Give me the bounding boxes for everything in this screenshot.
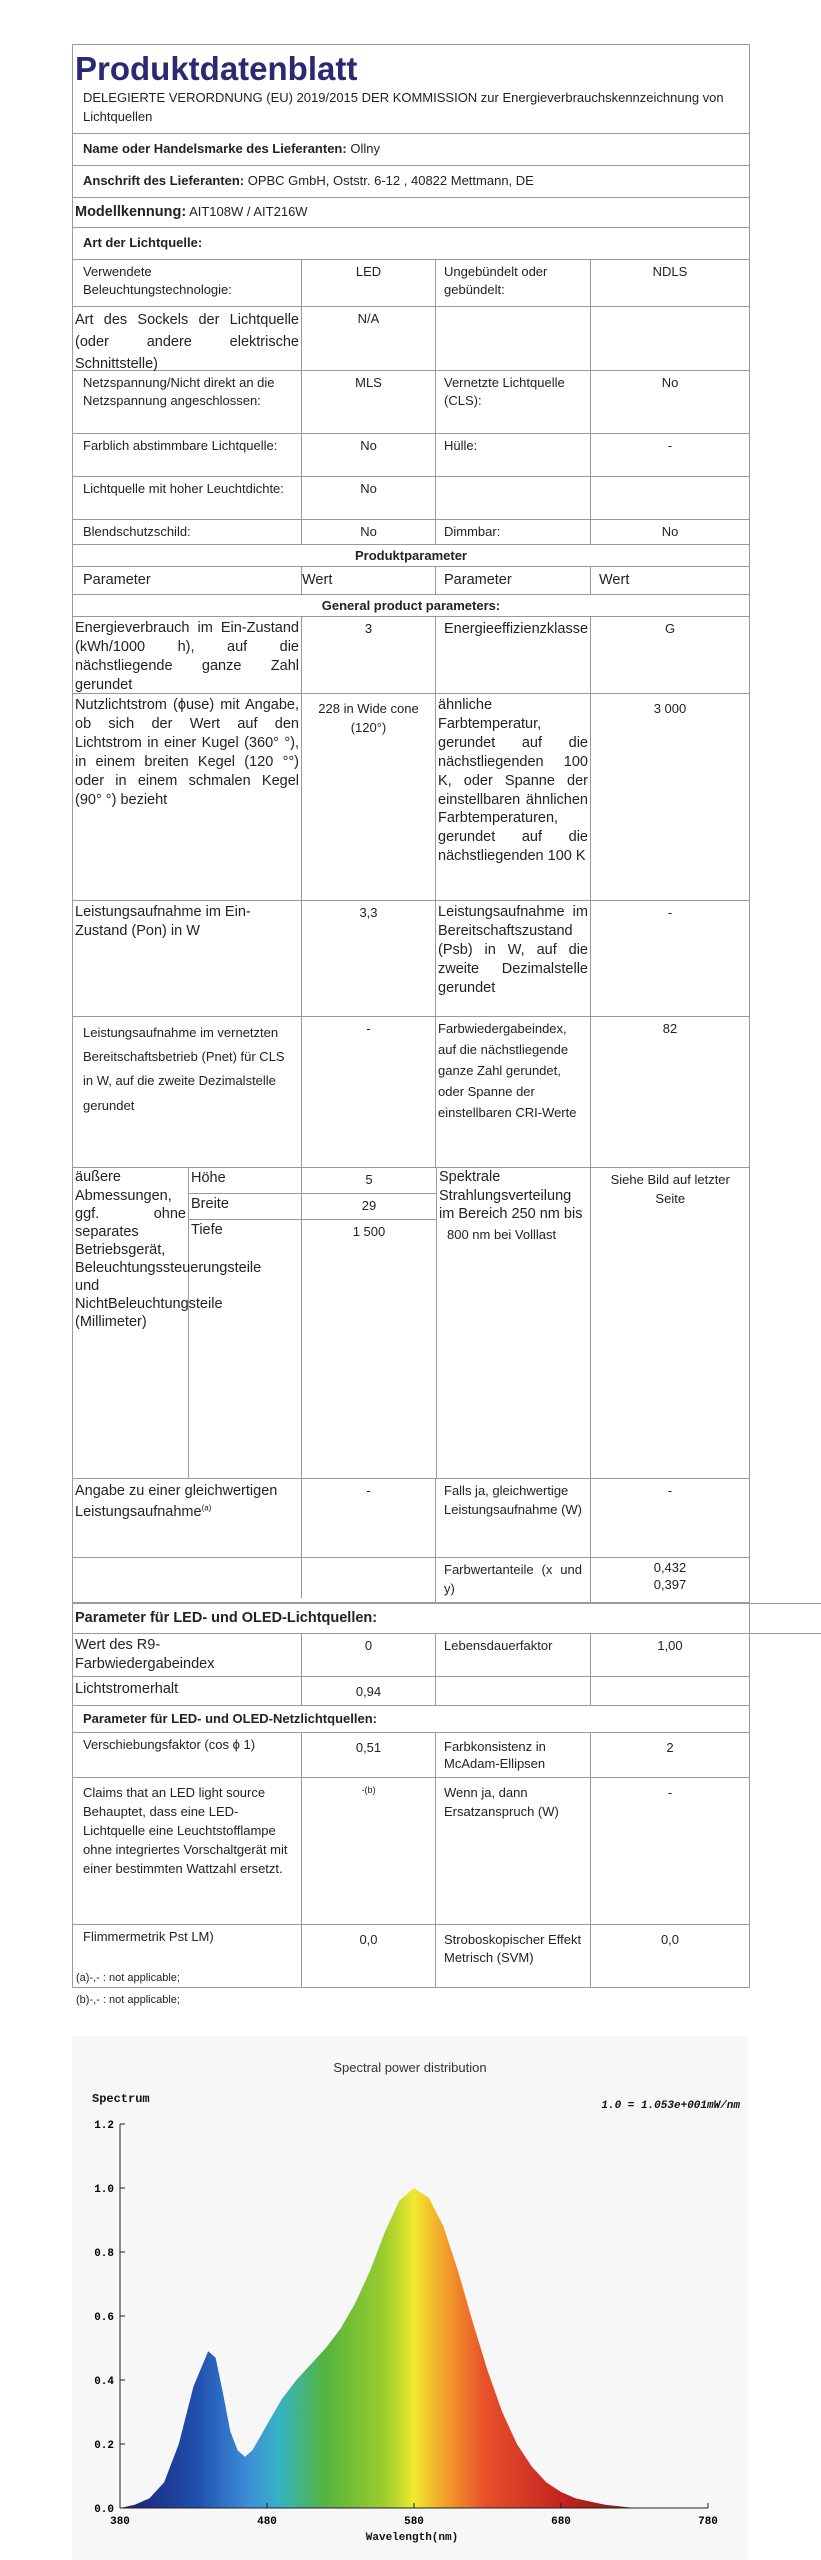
row-value-2: No xyxy=(661,374,679,390)
row-label-2: Wenn ja, dann Ersatzanspruch (W) xyxy=(436,1778,591,1924)
depth-label: Tiefe xyxy=(189,1220,302,1478)
row-label: Leistungsaufnahme im vernetzten Bereitschaftsbetrieb (Pnet) für CLS in W, auf die zweite Dezimalstelle gerundet xyxy=(73,1017,302,1167)
table-row xyxy=(73,520,749,546)
table-row xyxy=(73,307,749,371)
row-value-2: - xyxy=(667,905,673,921)
light-source-type-label: Art der Lichtquelle: xyxy=(83,234,203,250)
row-value: No xyxy=(302,434,436,476)
row-label: Blendschutzschild: xyxy=(73,520,302,545)
height-label: Höhe xyxy=(189,1168,302,1193)
chart-annotation: 1.0 = 1.053e+001mW/nm xyxy=(601,2100,740,2112)
table-row xyxy=(73,1778,749,1925)
address-row xyxy=(73,166,749,198)
product-params-heading: Produktparameter xyxy=(73,545,749,567)
row-value: - xyxy=(302,1017,436,1167)
row-label: Claims that an LED light source Behauptet, dass eine LED-Lichtquelle eine Leuchtstofflampe ohne integriertes Vorschaltgerät mit einer bestimmten Wattzahl ersetzt. xyxy=(73,1778,302,1924)
row-label: Wert des R9-Farbwiedergabeindex xyxy=(73,1634,302,1676)
row-label-2 xyxy=(436,1677,591,1705)
row-label-2: Leistungsaufnahme im Bereitschaftszustand (Psb) in W, auf die zweite Dezimalstelle gerundet xyxy=(436,901,591,1016)
header-value-2: Wert xyxy=(599,572,630,589)
table-row xyxy=(73,1634,749,1677)
table-row xyxy=(73,694,749,901)
x-tick-label: 580 xyxy=(404,2516,424,2528)
chromaticity-y: 0,397 xyxy=(653,1577,687,1593)
row-value-2: - xyxy=(667,1483,673,1499)
row-label: Art des Sockels der Lichtquelle (oder andere elektrische Schnittstelle) xyxy=(73,307,302,370)
spectral-note: 800 nm bei Volllast xyxy=(447,1226,557,1242)
x-tick-label: 680 xyxy=(551,2516,571,2528)
row-value: MLS xyxy=(302,371,436,433)
chart-title: Spectral power distribution xyxy=(333,2060,487,2075)
row-value-2: NDLS xyxy=(652,263,688,279)
x-tick-label: 480 xyxy=(257,2516,277,2528)
footnote-ref: (a) xyxy=(201,1503,212,1513)
led-net-params-heading: Parameter für LED- und OLED-Netzlichtquellen: xyxy=(83,1710,377,1726)
footnotes xyxy=(72,1968,184,2011)
table-row xyxy=(73,1558,749,1603)
spectral-label: Spektrale Strahlungsverteilung im Bereich 250 nm bis xyxy=(439,1169,583,1222)
row-value: 0,0 xyxy=(302,1925,436,1987)
row-label-2: Falls ja, gleichwertige Leistungsaufnahme (W) xyxy=(436,1479,591,1557)
row-value-2 xyxy=(591,1677,749,1705)
row-value-2: 82 xyxy=(662,1021,678,1037)
table-row xyxy=(73,1677,749,1706)
table-row xyxy=(73,1733,749,1778)
row-value: LED xyxy=(302,260,436,306)
row-label-2: ähnliche Farbtemperatur, gerundet auf die nächstliegenden 100 K, oder Spanne der einstellbaren ähnlichen Farbtemperaturen, gerundet auf die nächstliegenden 100 K xyxy=(436,694,591,900)
page-title: Produktdatenblatt xyxy=(75,50,358,87)
row-value: 228 in Wide cone (120°) xyxy=(302,694,436,900)
row-value-2 xyxy=(591,477,749,519)
supplier-label: Name oder Handelsmarke des Lieferanten: xyxy=(83,140,347,156)
row-label-2: Farbkonsistenz in McAdam-Ellipsen xyxy=(436,1733,591,1777)
row-value: - xyxy=(302,1479,436,1557)
y-tick-label: 0.2 xyxy=(94,2440,114,2452)
address-value: OPBC GmbH, Oststr. 6-12 , 40822 Mettmann, DE xyxy=(247,172,534,188)
table-row xyxy=(73,260,749,307)
row-value: 0,51 xyxy=(302,1733,436,1777)
x-axis-label: Wavelength(nm) xyxy=(365,2532,459,2544)
row-value-2: - xyxy=(667,1785,673,1801)
model-label: Modellkennung: xyxy=(75,203,187,220)
supplier-row xyxy=(73,134,749,166)
light-source-type-row xyxy=(73,228,749,260)
row-value: No xyxy=(302,477,436,519)
row-label: Energieverbrauch im Ein-Zustand (kWh/1000 h), auf die nächstliegende ganze Zahl gerundet xyxy=(73,617,302,693)
row-label: Lichtstromerhalt xyxy=(73,1677,302,1705)
chromaticity-x: 0,432 xyxy=(653,1560,687,1576)
row-value-2: 1,00 xyxy=(657,1638,683,1654)
footnote-b: (b)-,- : not applicable; xyxy=(76,1993,180,2006)
row-label-2: Lebensdauerfaktor xyxy=(436,1634,591,1676)
row-value: No xyxy=(302,520,436,545)
row-label-2: Ungebündelt oder gebündelt: xyxy=(436,260,591,306)
address-label: Anschrift des Lieferanten: xyxy=(83,172,245,188)
row-label-2: Farbwiedergabeindex, auf die nächstliegende ganze Zahl gerundet, oder Spanne der einstellbaren CRI-Werte xyxy=(436,1017,591,1167)
spectrum-area xyxy=(120,2188,708,2508)
row-label: Verschiebungsfaktor (cos ϕ 1) xyxy=(73,1733,302,1777)
table-row xyxy=(73,1017,749,1168)
footnote-a: (a)-,- : not applicable; xyxy=(76,1972,180,1984)
x-tick-label: 380 xyxy=(110,2516,130,2528)
row-value: 0 xyxy=(302,1634,436,1676)
led-params-row xyxy=(73,1603,821,1634)
spectral-value: Siehe Bild auf letzter Seite xyxy=(610,1172,730,1207)
spectral-cell xyxy=(437,1168,591,1478)
row-label-2 xyxy=(436,477,591,519)
spectrum-svg xyxy=(72,2036,748,2560)
y-tick-label: 0.0 xyxy=(94,2504,114,2516)
row-label-2 xyxy=(436,307,591,370)
y-tick-label: 1.0 xyxy=(94,2184,114,2196)
y-axis-label: Spectrum xyxy=(92,2092,150,2106)
row-label: Netzspannung/Nicht direkt an die Netzspannung angeschlossen: xyxy=(73,371,302,433)
row-value: -(b) xyxy=(302,1778,436,1924)
header-param-2: Parameter xyxy=(436,567,591,594)
x-tick-label: 780 xyxy=(698,2516,718,2528)
chromaticity-label: Farbwertanteile (x und y) xyxy=(436,1558,591,1602)
model-value: AIT108W / AIT216W xyxy=(189,203,308,219)
width-value: 29 xyxy=(361,1198,377,1214)
row-label: Farblich abstimmbare Lichtquelle: xyxy=(73,434,302,476)
y-tick-label: 0.8 xyxy=(94,2248,114,2260)
row-value-2: 2 xyxy=(666,1740,674,1756)
y-tick-label: 0.4 xyxy=(94,2376,114,2388)
row-label-2: Stroboskopischer Effekt Metrisch (SVM) xyxy=(436,1925,591,1987)
datasheet xyxy=(72,44,750,1988)
row-label: Flimmermetrik Pst LM) xyxy=(73,1925,302,1987)
row-value: 3,3 xyxy=(302,901,436,1016)
row-value-2 xyxy=(591,307,749,370)
row-label: Leistungsaufnahme im Ein-Zustand (Pon) in W xyxy=(73,901,302,1016)
header-param: Parameter xyxy=(73,567,302,594)
row-value: 3 xyxy=(302,617,436,693)
depth-value: 1 500 xyxy=(352,1224,386,1240)
table-row xyxy=(73,434,749,477)
y-tick-label: 0.6 xyxy=(94,2312,114,2324)
dimensions-values xyxy=(189,1168,437,1478)
row-value-2: 0,0 xyxy=(660,1932,680,1948)
row-value-2: 3 000 xyxy=(653,701,687,717)
spectral-chart xyxy=(72,2036,748,2560)
y-tick-label: 1.2 xyxy=(94,2120,114,2132)
supplier-value: Ollny xyxy=(350,140,380,156)
row-value-2: - xyxy=(667,437,673,453)
row-label: Nutzlichtstrom (ϕuse) mit Angabe, ob sich der Wert auf den Lichtstrom in einer Kugel (360° °), in einem breiten Kegel (120 °°) oder in einem schmalen Kegel (90° °) bezieht xyxy=(73,694,302,900)
height-value: 5 xyxy=(365,1172,373,1188)
row-value-2: G xyxy=(664,621,676,637)
row-label: Verwendete Beleuchtungstechnologie: xyxy=(73,260,302,306)
row-label-2: Vernetzte Lichtquelle (CLS): xyxy=(436,371,591,433)
led-params-heading: Parameter für LED- und OLED-Lichtquellen: xyxy=(75,1610,378,1627)
header-value: Wert xyxy=(302,567,436,594)
params-header-row xyxy=(73,567,749,595)
dimensions-label: äußere Abmessungen, ggf. ohne separates Betriebsgerät, Beleuchtungssteuerungsteile und NichtBeleuchtungsteile (Millimeter) xyxy=(73,1168,189,1478)
led-net-params-row xyxy=(73,1706,749,1734)
dimensions-row xyxy=(73,1168,749,1479)
regulation-text: DELEGIERTE VERORDNUNG (EU) 2019/2015 DER KOMMISSION zur Energieverbrauchskennzeichnung von Lichtquellen xyxy=(73,87,749,134)
row-label: Angabe zu einer gleichwertigen Leistungsaufnahme xyxy=(75,1483,278,1520)
general-params-heading: General product parameters: xyxy=(73,595,749,617)
table-row xyxy=(73,371,749,434)
table-row xyxy=(73,901,749,1017)
table-row xyxy=(73,477,749,520)
row-label-2: Hülle: xyxy=(436,434,591,476)
row-value-2: No xyxy=(661,523,679,539)
row-value: 0,94 xyxy=(302,1677,436,1705)
row-label: Lichtquelle mit hoher Leuchtdichte: xyxy=(73,477,302,519)
table-row xyxy=(73,1479,749,1558)
row-value: N/A xyxy=(302,307,436,370)
table-row xyxy=(73,617,749,694)
row-label-2: Dimmbar: xyxy=(436,520,591,545)
model-row xyxy=(73,198,749,228)
row-label-2: Energieeffizienzklasse xyxy=(436,617,591,693)
width-label: Breite xyxy=(189,1194,302,1219)
